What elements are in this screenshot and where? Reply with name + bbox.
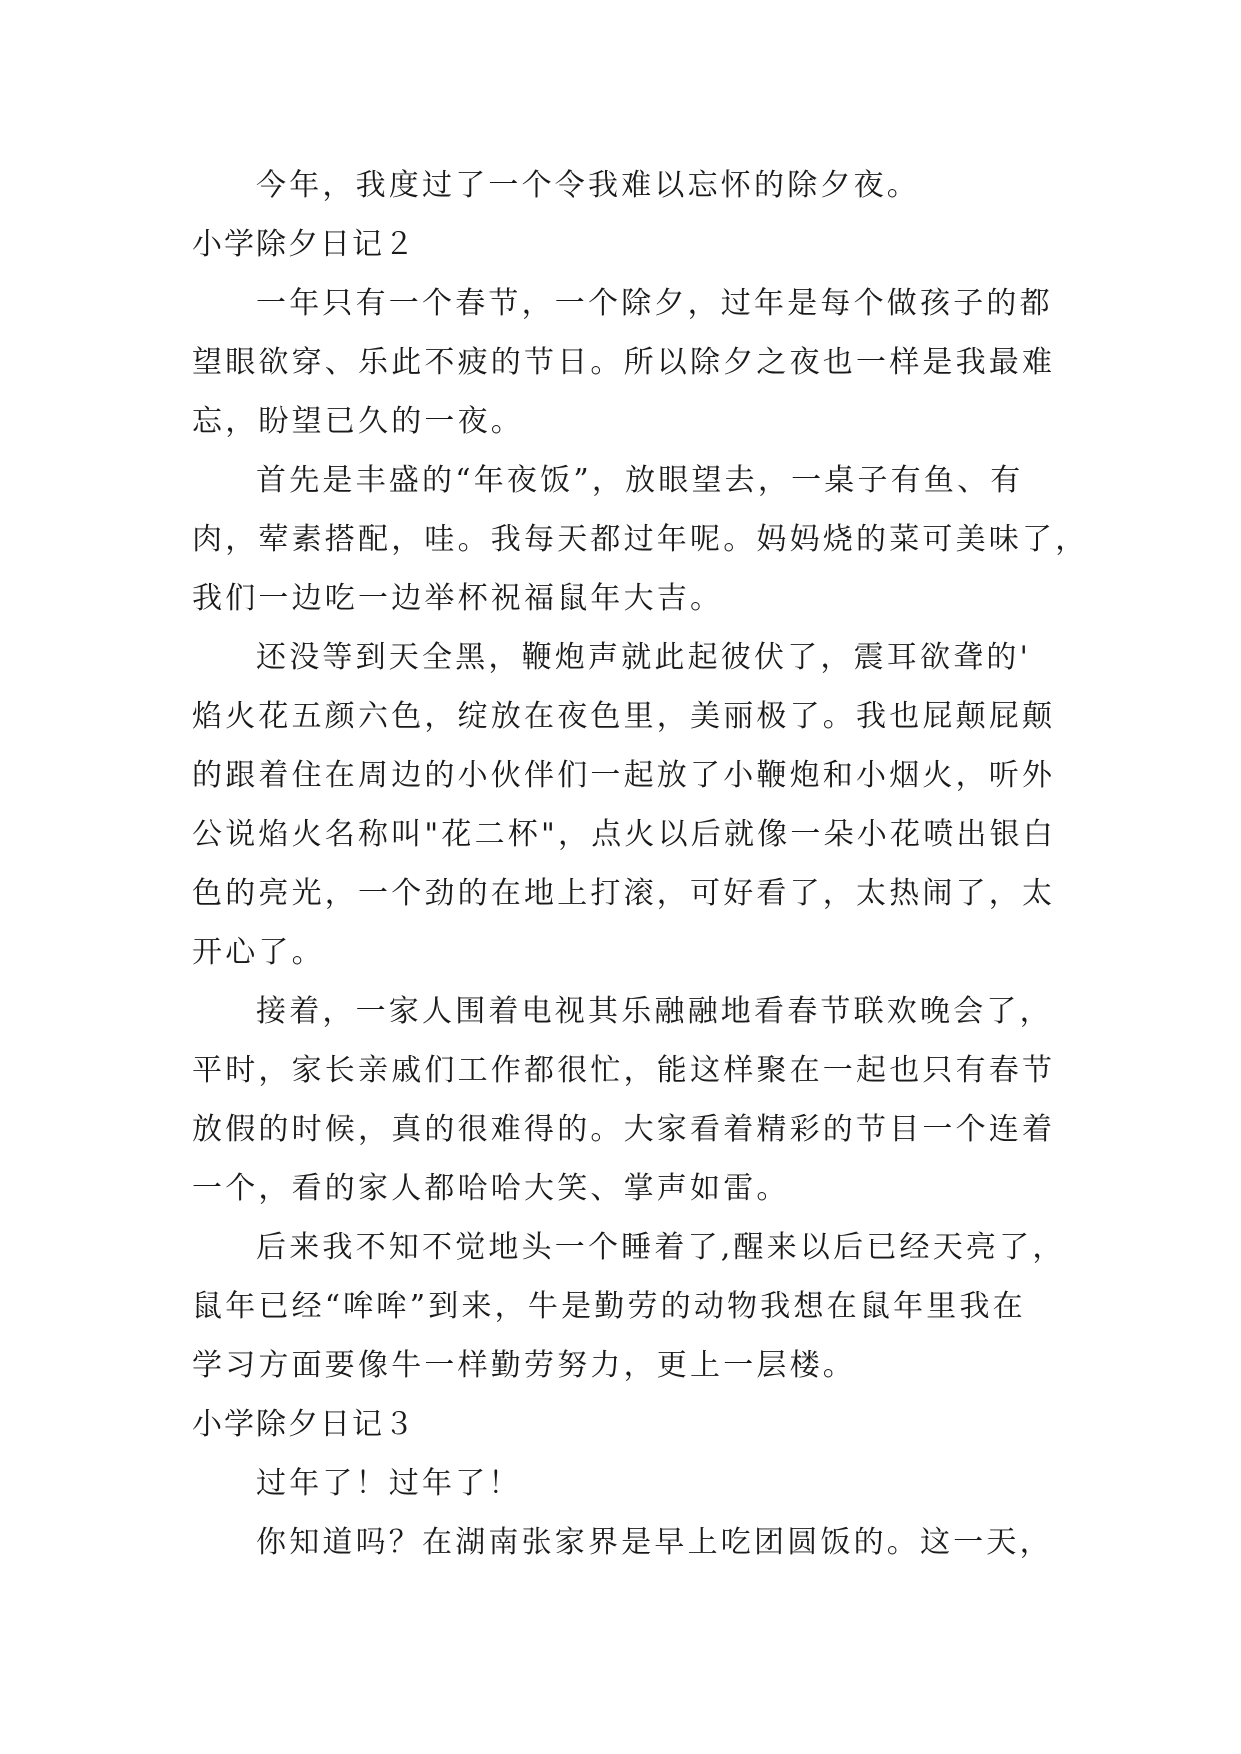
text-line: 过年了！过年了！ xyxy=(256,1466,522,1501)
text-line: 你知道吗？在湖南张家界是早上吃团圆饭的。这一天， xyxy=(256,1525,1053,1560)
text-line: 后来我不知不觉地头一个睡着了,醒来以后已经天亮了， xyxy=(256,1230,1066,1265)
heading-text: 小学除夕日记３ xyxy=(192,1407,416,1442)
text-line: 的跟着住在周边的小伙伴们一起放了小鞭炮和小烟火，听外 xyxy=(192,758,1056,793)
text-line: 学习方面要像牛一样勤劳努力，更上一层楼。 xyxy=(192,1348,856,1383)
heading-text: 小学除夕日记２ xyxy=(192,227,416,262)
text-line: 今年，我度过了一个令我难以忘怀的除夕夜。 xyxy=(256,168,920,203)
paragraph xyxy=(192,274,1056,451)
text-line: 肉，荤素搭配，哇。我每天都过年呢。妈妈烧的菜可美味了， xyxy=(192,522,1089,557)
text-line: 鼠年已经“哞哞”到来，牛是勤劳的动物我想在鼠年里我在 xyxy=(192,1289,1026,1324)
text-line: 忘，盼望已久的一夜。 xyxy=(192,404,524,439)
text-line: 公说焰火名称叫"花二杯"，点火以后就像一朵小花喷出银白 xyxy=(192,817,1056,852)
paragraph xyxy=(192,156,1052,215)
text-line: 放假的时候，真的很难得的。大家看着精彩的节目一个连着 xyxy=(192,1112,1056,1147)
text-line: 一年只有一个春节，一个除夕，过年是每个做孩子的都 xyxy=(256,286,1053,321)
text-line: 色的亮光，一个劲的在地上打滚，可好看了，太热闹了，太 xyxy=(192,876,1056,911)
text-line: 接着，一家人围着电视其乐融融地看春节联欢晚会了， xyxy=(256,994,1053,1029)
text-line: 首先是丰盛的“年夜饭”，放眼望去，一桌子有鱼、有 xyxy=(256,463,1024,498)
section-heading xyxy=(192,215,1052,274)
document-body xyxy=(192,156,1089,1572)
paragraph xyxy=(192,982,1056,1218)
text-line: 望眼欲穿、乐此不疲的节日。所以除夕之夜也一样是我最难 xyxy=(192,345,1056,380)
paragraph xyxy=(192,451,1089,628)
text-line: 我们一边吃一边举杯祝福鼠年大吉。 xyxy=(192,581,724,616)
section-heading xyxy=(192,1395,1052,1454)
paragraph xyxy=(192,1218,1066,1395)
text-line: 一个，看的家人都哈哈大笑、掌声如雷。 xyxy=(192,1171,790,1206)
paragraph xyxy=(192,1454,1052,1513)
paragraph xyxy=(192,1513,1052,1572)
text-line: 平时，家长亲戚们工作都很忙，能这样聚在一起也只有春节 xyxy=(192,1053,1056,1088)
text-line: 开心了。 xyxy=(192,935,325,970)
text-line: 焰火花五颜六色，绽放在夜色里，美丽极了。我也屁颠屁颠 xyxy=(192,699,1056,734)
paragraph xyxy=(192,628,1056,982)
text-line: 还没等到天全黑，鞭炮声就此起彼伏了，震耳欲聋的' xyxy=(256,640,1032,675)
